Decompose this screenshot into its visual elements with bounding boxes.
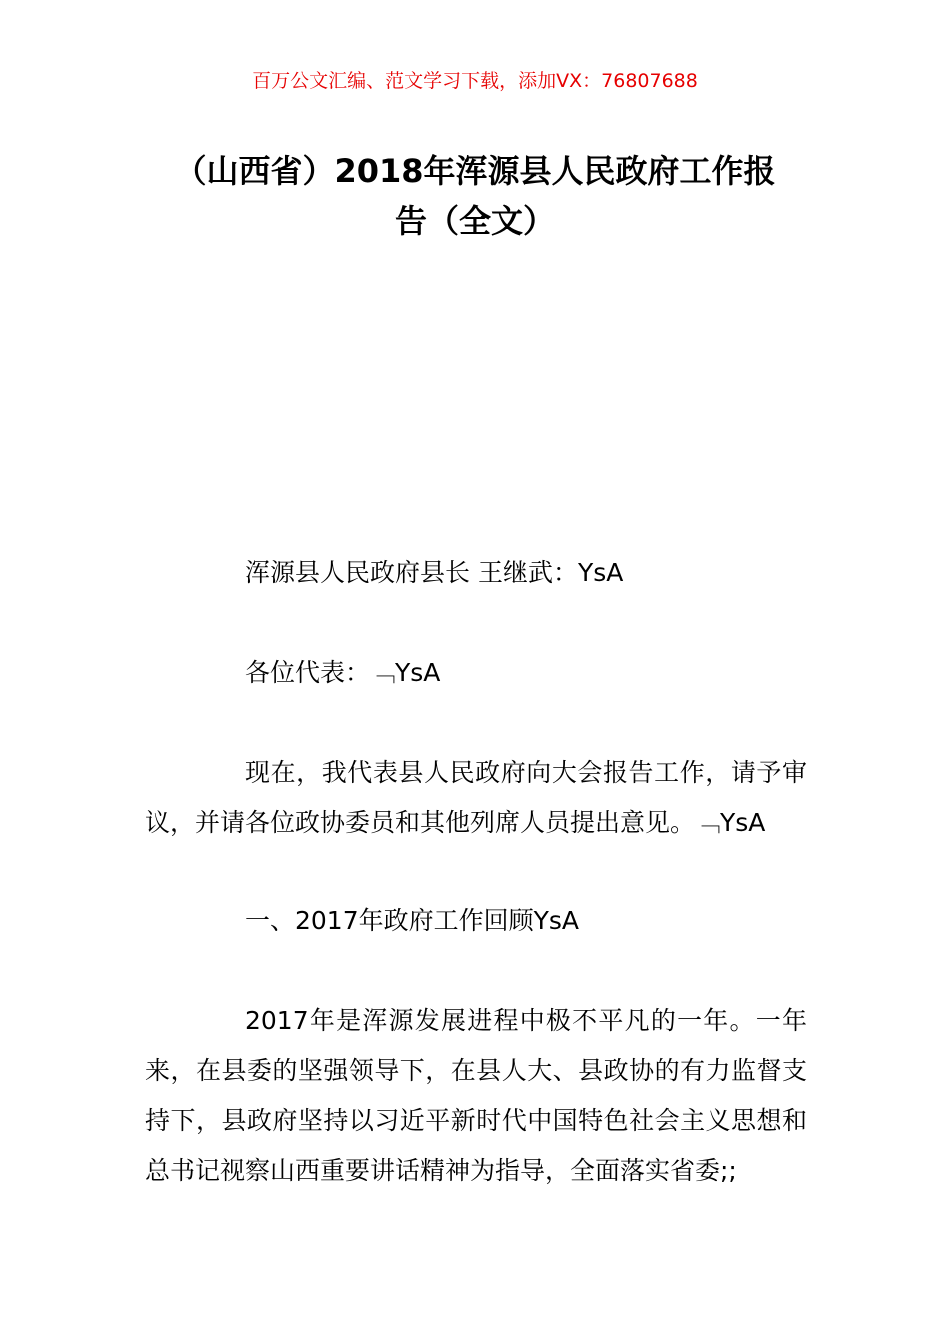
watermark-banner: 百万公文汇编、范文学习下载，添加VX：76807688 (252, 70, 698, 92)
salutation: 各位代表：﹁YsA (245, 658, 441, 687)
title-line-1: （山西省）2018年浑源县人民政府工作报 (174, 152, 776, 190)
title-line-2: 告（全文） (394, 202, 555, 240)
opening-paragraph: 现在，我代表县人民政府向大会报告工作，请予审议，并请各位政协委员和其他列席人员提出意见。﹁YsA (145, 758, 807, 837)
document-title (130, 146, 820, 246)
speaker-line: 浑源县人民政府县长 王继武：YsA (245, 558, 624, 587)
body-paragraph: 2017年是浑源发展进程中极不平凡的一年。一年来，在县委的坚强领导下，在县人大、县政协的有力监督支持下，县政府坚持以习近平新时代中国特色社会主义思想和总书记视察山西重要讲话精神为指导，全面落实省委;; (145, 1006, 807, 1185)
section-heading: 一、2017年政府工作回顾YsA (245, 906, 580, 935)
